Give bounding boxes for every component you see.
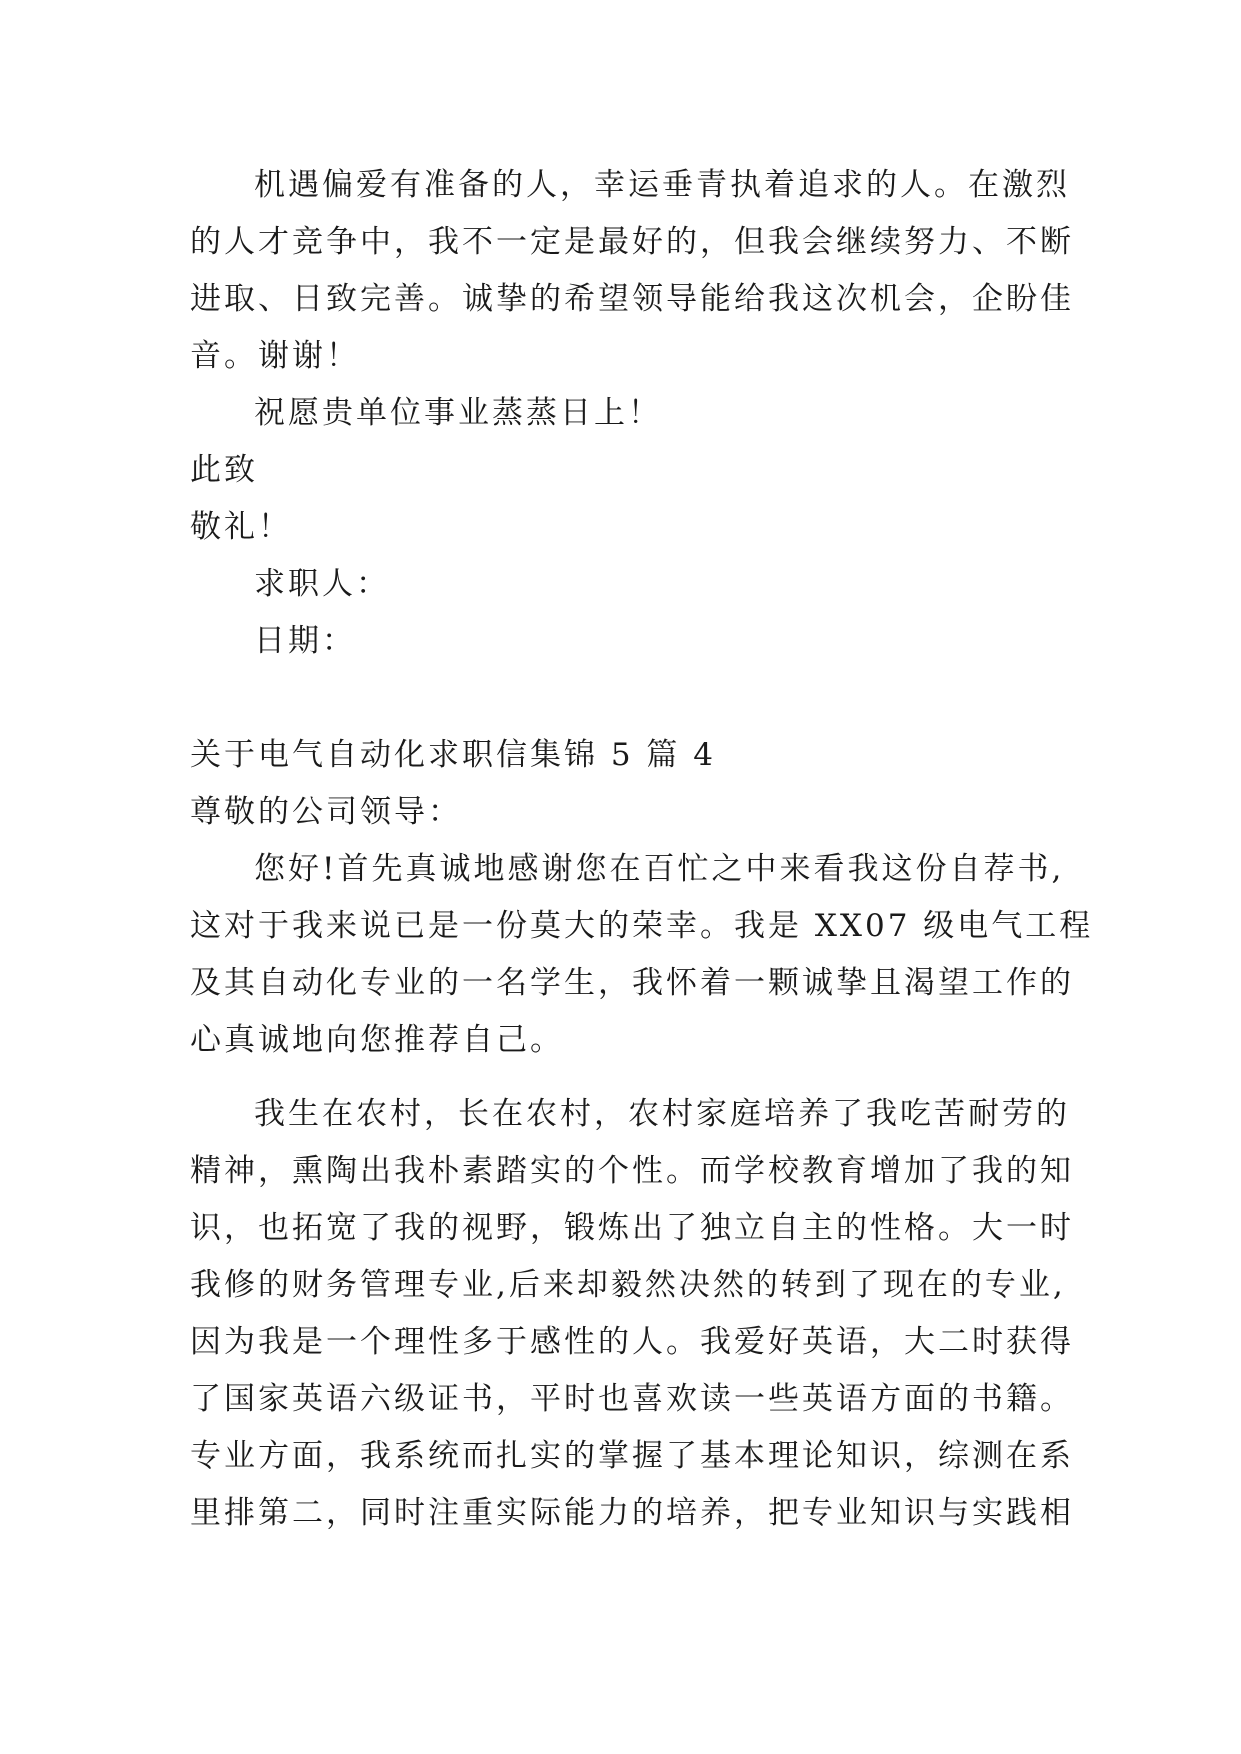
paragraph-line: 心真诚地向您推荐自己。 [190, 1022, 564, 1058]
letter-title: 关于电气自动化求职信集锦 5 篇 4 [190, 737, 717, 773]
paragraph-line: 机遇偏爱有准备的人，幸运垂青执着追求的人。在激烈 [254, 167, 1070, 203]
paragraph-line: 因为我是一个理性多于感性的人。我爱好英语，大二时获得 [190, 1324, 1074, 1360]
paragraph-line: 识，也拓宽了我的视野，锻炼出了独立自主的性格。大一时 [190, 1210, 1074, 1246]
paragraph-line: 的人才竞争中，我不一定是最好的，但我会继续努力、不断 [190, 224, 1074, 260]
paragraph-line: 音。谢谢！ [190, 338, 360, 374]
wish-line: 祝愿贵单位事业蒸蒸日上！ [254, 395, 662, 431]
date-label: 日期： [254, 623, 356, 659]
paragraph-line: 我生在农村，长在农村，农村家庭培养了我吃苦耐劳的 [254, 1096, 1070, 1132]
paragraph-line: 我修的财务管理专业,后来却毅然决然的转到了现在的专业, [190, 1267, 1066, 1303]
paragraph-line: 您好!首先真诚地感谢您在百忙之中来看我这份自荐书, [254, 851, 1065, 887]
closing-line: 此致 [190, 452, 258, 488]
applicant-label: 求职人： [254, 566, 390, 602]
paragraph-line: 及其自动化专业的一名学生，我怀着一颗诚挚且渴望工作的 [190, 965, 1074, 1001]
paragraph-line: 这对于我来说已是一份莫大的荣幸。我是 XX07 级电气工程 [190, 908, 1094, 944]
paragraph-line: 里排第二，同时注重实际能力的培养，把专业知识与实践相 [190, 1495, 1074, 1531]
paragraph-line: 专业方面，我系统而扎实的掌握了基本理论知识，综测在系 [190, 1438, 1074, 1474]
closing-line: 敬礼！ [190, 509, 292, 545]
salutation: 尊敬的公司领导： [190, 794, 462, 830]
paragraph-line: 精神，熏陶出我朴素踏实的个性。而学校教育增加了我的知 [190, 1153, 1074, 1189]
paragraph-line: 了国家英语六级证书，平时也喜欢读一些英语方面的书籍。 [190, 1381, 1074, 1417]
paragraph-line: 进取、日致完善。诚挚的希望领导能给我这次机会，企盼佳 [190, 281, 1074, 317]
